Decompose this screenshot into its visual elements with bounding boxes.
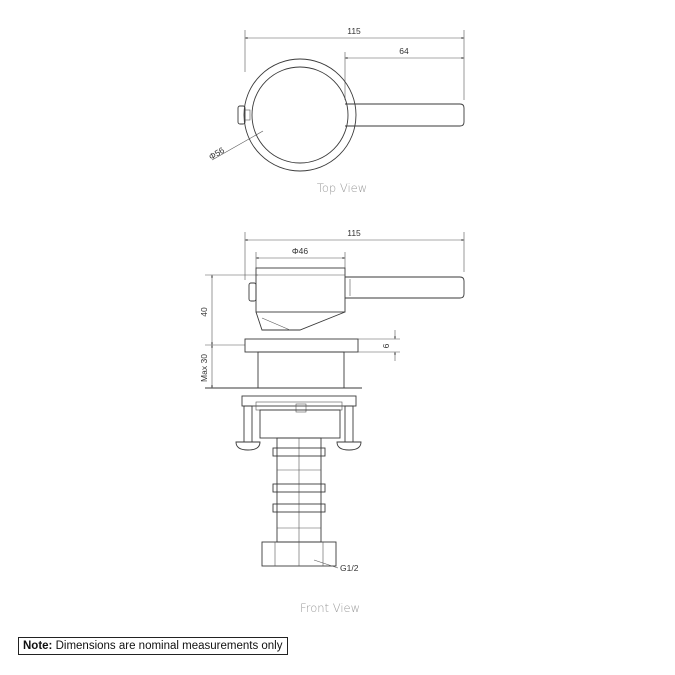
front-lever	[345, 277, 464, 298]
outer-body-circle	[244, 59, 356, 171]
top-view	[207, 26, 464, 195]
front-side-knob	[249, 283, 256, 301]
front-view	[199, 228, 464, 615]
front-dim-diameter: Φ46	[291, 246, 309, 256]
front-view-label: Front View	[299, 601, 361, 615]
front-dim-thread: G1/2	[340, 563, 359, 573]
handle-body	[256, 268, 345, 312]
note-label: Note:	[23, 640, 53, 652]
right-screw	[345, 406, 353, 442]
front-dim-flange: 6	[381, 343, 391, 349]
front-dim-height: 40	[199, 307, 209, 317]
inner-body-circle	[252, 67, 348, 163]
front-dim-max: Max 30	[199, 354, 209, 382]
top-dim-overall: 115	[347, 26, 361, 36]
note-box	[18, 637, 288, 655]
top-dim-lever: 64	[399, 46, 409, 56]
front-dim-overall: 115	[347, 228, 361, 238]
top-dim-diameter: Φ56	[206, 145, 227, 162]
top-lever	[345, 104, 464, 126]
spindle-housing	[258, 352, 344, 388]
cartridge-body	[260, 410, 340, 438]
cover-plate	[245, 339, 358, 352]
top-view-label: Top View	[316, 181, 368, 195]
left-screw	[244, 406, 252, 442]
note-text: Dimensions are nominal measurements only	[52, 640, 283, 652]
mounting-bracket	[242, 396, 356, 406]
